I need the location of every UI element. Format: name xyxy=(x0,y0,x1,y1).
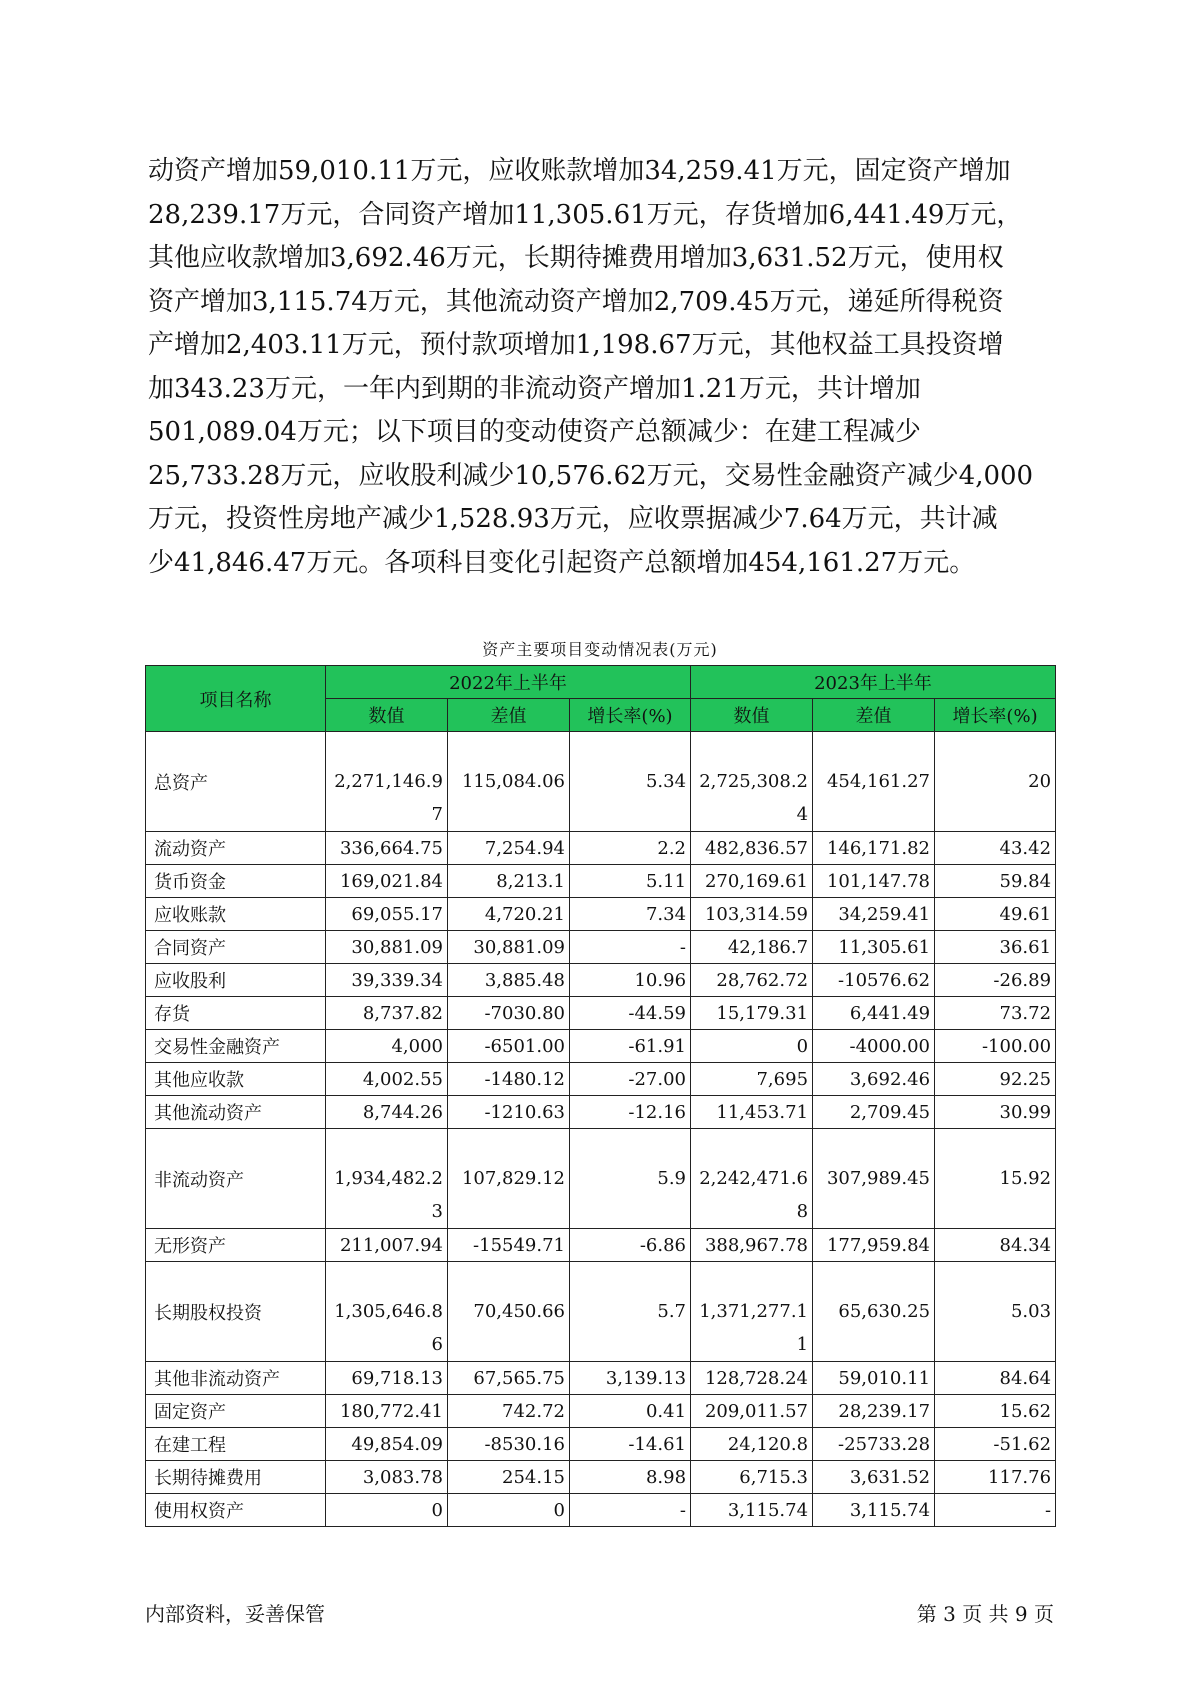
header-period-2023: 2023年上半年 xyxy=(691,666,1056,699)
diff-2023-cell: 177,959.84 xyxy=(813,1229,935,1262)
rate-2022-cell: -12.16 xyxy=(570,1096,691,1129)
diff-2022-cell: -1210.63 xyxy=(448,1096,570,1129)
paragraph-line: 资产增加3,115.74万元，其他流动资产增加2,709.45万元，递延所得税资 xyxy=(148,286,1004,317)
value-2023-cell: 0 xyxy=(691,1030,813,1063)
rate-2023-cell: - xyxy=(935,1494,1056,1527)
header-rate-2023: 增长率(%) xyxy=(935,699,1056,732)
diff-2022-cell: -7030.80 xyxy=(448,997,570,1030)
table-body xyxy=(146,732,1056,1527)
value-2022-cell: 4,002.55 xyxy=(326,1063,448,1096)
value-2023-cell: 7,695 xyxy=(691,1063,813,1096)
value-2022-cell: 30,881.09 xyxy=(326,931,448,964)
rate-2023-cell: 43.42 xyxy=(935,832,1056,865)
value-2023-cell: 2,725,308.24 xyxy=(691,732,813,832)
value-2022-cell: 3,083.78 xyxy=(326,1461,448,1494)
value-2022-cell: 2,271,146.97 xyxy=(326,732,448,832)
rate-2023-cell: -51.62 xyxy=(935,1428,1056,1461)
value-2023-cell: 482,836.57 xyxy=(691,832,813,865)
header-period-2022: 2022年上半年 xyxy=(326,666,691,699)
diff-2022-cell: 0 xyxy=(448,1494,570,1527)
rate-2023-cell: 30.99 xyxy=(935,1096,1056,1129)
page-number: 第 3 页 共 9 页 xyxy=(916,1602,1054,1626)
diff-2022-cell: 67,565.75 xyxy=(448,1362,570,1395)
rate-2022-cell: -14.61 xyxy=(570,1428,691,1461)
diff-2022-cell: -15549.71 xyxy=(448,1229,570,1262)
rate-2023-cell: 15.62 xyxy=(935,1395,1056,1428)
paragraph-line: 其他应收款增加3,692.46万元，长期待摊费用增加3,631.52万元，使用权 xyxy=(148,243,1004,273)
item-name-cell: 长期待摊费用 xyxy=(146,1461,326,1494)
diff-2023-cell: -10576.62 xyxy=(813,964,935,997)
value-2023-cell: 209,011.57 xyxy=(691,1395,813,1428)
value-2023-cell: 6,715.3 xyxy=(691,1461,813,1494)
table-row xyxy=(146,964,1056,997)
diff-2023-cell: 454,161.27 xyxy=(813,732,935,832)
value-2023-cell: 2,242,471.68 xyxy=(691,1129,813,1229)
table-row xyxy=(146,898,1056,931)
item-name-cell: 流动资产 xyxy=(146,832,326,865)
rate-2023-cell: 92.25 xyxy=(935,1063,1056,1096)
item-name-cell: 应收股利 xyxy=(146,964,326,997)
header-value-2023: 数值 xyxy=(691,699,813,732)
value-2023-cell: 24,120.8 xyxy=(691,1428,813,1461)
item-name-cell: 货币资金 xyxy=(146,865,326,898)
table-row xyxy=(146,732,1056,832)
rate-2022-cell: 3,139.13 xyxy=(570,1362,691,1395)
rate-2022-cell: 7.34 xyxy=(570,898,691,931)
table-row xyxy=(146,832,1056,865)
header-item-name: 项目名称 xyxy=(146,666,326,732)
table-row xyxy=(146,931,1056,964)
paragraph-line: 少41,846.47万元。各项科目变化引起资产总额增加454,161.27万元。 xyxy=(148,547,976,578)
diff-2023-cell: 3,692.46 xyxy=(813,1063,935,1096)
value-2023-cell: 270,169.61 xyxy=(691,865,813,898)
paragraph-line: 万元，投资性房地产减少1,528.93万元，应收票据减少7.64万元，共计减 xyxy=(148,504,998,534)
item-name-cell: 其他应收款 xyxy=(146,1063,326,1096)
diff-2023-cell: 28,239.17 xyxy=(813,1395,935,1428)
diff-2023-cell: 307,989.45 xyxy=(813,1129,935,1229)
value-2023-cell: 28,762.72 xyxy=(691,964,813,997)
rate-2023-cell: -100.00 xyxy=(935,1030,1056,1063)
header-rate-2022: 增长率(%) xyxy=(570,699,691,732)
rate-2023-cell: 36.61 xyxy=(935,931,1056,964)
value-2023-cell: 128,728.24 xyxy=(691,1362,813,1395)
value-2023-cell: 42,186.7 xyxy=(691,931,813,964)
rate-2023-cell: 15.92 xyxy=(935,1129,1056,1229)
rate-2023-cell: 59.84 xyxy=(935,865,1056,898)
body-paragraph xyxy=(148,150,1048,585)
diff-2023-cell: 146,171.82 xyxy=(813,832,935,865)
table-row xyxy=(146,1494,1056,1527)
rate-2022-cell: -61.91 xyxy=(570,1030,691,1063)
item-name-cell: 在建工程 xyxy=(146,1428,326,1461)
rate-2023-cell: -26.89 xyxy=(935,964,1056,997)
item-name-cell: 存货 xyxy=(146,997,326,1030)
diff-2022-cell: -1480.12 xyxy=(448,1063,570,1096)
item-name-cell: 交易性金融资产 xyxy=(146,1030,326,1063)
value-2022-cell: 8,744.26 xyxy=(326,1096,448,1129)
value-2022-cell: 49,854.09 xyxy=(326,1428,448,1461)
diff-2022-cell: 254.15 xyxy=(448,1461,570,1494)
diff-2023-cell: 34,259.41 xyxy=(813,898,935,931)
table-row xyxy=(146,1129,1056,1229)
item-name-cell: 其他非流动资产 xyxy=(146,1362,326,1395)
rate-2022-cell: -27.00 xyxy=(570,1063,691,1096)
table-row xyxy=(146,997,1056,1030)
value-2023-cell: 388,967.78 xyxy=(691,1229,813,1262)
table-caption: 资产主要项目变动情况表(万元) xyxy=(482,640,718,659)
rate-2022-cell: 5.9 xyxy=(570,1129,691,1229)
diff-2023-cell: -4000.00 xyxy=(813,1030,935,1063)
diff-2023-cell: -25733.28 xyxy=(813,1428,935,1461)
value-2022-cell: 39,339.34 xyxy=(326,964,448,997)
value-2022-cell: 69,055.17 xyxy=(326,898,448,931)
paragraph-line: 501,089.04万元；以下项目的变动使资产总额减少：在建工程减少 xyxy=(148,417,921,447)
table-row xyxy=(146,865,1056,898)
asset-changes-table xyxy=(145,665,1056,1527)
diff-2023-cell: 59,010.11 xyxy=(813,1362,935,1395)
value-2022-cell: 8,737.82 xyxy=(326,997,448,1030)
rate-2023-cell: 5.03 xyxy=(935,1262,1056,1362)
table-header-row xyxy=(146,666,1056,699)
rate-2023-cell: 84.64 xyxy=(935,1362,1056,1395)
item-name-cell: 无形资产 xyxy=(146,1229,326,1262)
diff-2023-cell: 65,630.25 xyxy=(813,1262,935,1362)
table-row xyxy=(146,1395,1056,1428)
diff-2023-cell: 11,305.61 xyxy=(813,931,935,964)
item-name-cell: 总资产 xyxy=(146,732,326,832)
diff-2023-cell: 3,631.52 xyxy=(813,1461,935,1494)
rate-2023-cell: 84.34 xyxy=(935,1229,1056,1262)
diff-2023-cell: 3,115.74 xyxy=(813,1494,935,1527)
diff-2022-cell: 8,213.1 xyxy=(448,865,570,898)
table-row xyxy=(146,1461,1056,1494)
diff-2023-cell: 6,441.49 xyxy=(813,997,935,1030)
rate-2022-cell: -6.86 xyxy=(570,1229,691,1262)
diff-2022-cell: 3,885.48 xyxy=(448,964,570,997)
diff-2022-cell: 115,084.06 xyxy=(448,732,570,832)
diff-2022-cell: 4,720.21 xyxy=(448,898,570,931)
rate-2022-cell: 10.96 xyxy=(570,964,691,997)
diff-2022-cell: -8530.16 xyxy=(448,1428,570,1461)
diff-2022-cell: 70,450.66 xyxy=(448,1262,570,1362)
rate-2022-cell: 2.2 xyxy=(570,832,691,865)
value-2022-cell: 4,000 xyxy=(326,1030,448,1063)
rate-2022-cell: 5.11 xyxy=(570,865,691,898)
paragraph-line: 产增加2,403.11万元，预付款项增加1,198.67万元，其他权益工具投资增 xyxy=(148,330,1004,360)
table-row xyxy=(146,1428,1056,1461)
rate-2022-cell: - xyxy=(570,931,691,964)
value-2022-cell: 211,007.94 xyxy=(326,1229,448,1262)
table-row xyxy=(146,1362,1056,1395)
paragraph-line: 动资产增加59,010.11万元，应收账款增加34,259.41万元，固定资产增加 xyxy=(148,156,1011,186)
diff-2022-cell: 742.72 xyxy=(448,1395,570,1428)
rate-2023-cell: 20 xyxy=(935,732,1056,832)
header-diff-2023: 差值 xyxy=(813,699,935,732)
item-name-cell: 非流动资产 xyxy=(146,1129,326,1229)
value-2023-cell: 11,453.71 xyxy=(691,1096,813,1129)
rate-2022-cell: 0.41 xyxy=(570,1395,691,1428)
value-2023-cell: 15,179.31 xyxy=(691,997,813,1030)
diff-2023-cell: 101,147.78 xyxy=(813,865,935,898)
rate-2022-cell: 8.98 xyxy=(570,1461,691,1494)
header-diff-2022: 差值 xyxy=(448,699,570,732)
footer-confidential-note: 内部资料，妥善保管 xyxy=(145,1602,325,1626)
table-row xyxy=(146,1030,1056,1063)
diff-2022-cell: 107,829.12 xyxy=(448,1129,570,1229)
header-value-2022: 数值 xyxy=(326,699,448,732)
rate-2022-cell: -44.59 xyxy=(570,997,691,1030)
rate-2022-cell: 5.7 xyxy=(570,1262,691,1362)
diff-2022-cell: -6501.00 xyxy=(448,1030,570,1063)
diff-2023-cell: 2,709.45 xyxy=(813,1096,935,1129)
value-2023-cell: 1,371,277.11 xyxy=(691,1262,813,1362)
rate-2022-cell: - xyxy=(570,1494,691,1527)
value-2022-cell: 336,664.75 xyxy=(326,832,448,865)
item-name-cell: 合同资产 xyxy=(146,931,326,964)
table-row xyxy=(146,1063,1056,1096)
paragraph-line: 加343.23万元，一年内到期的非流动资产增加1.21万元，共计增加 xyxy=(148,373,921,404)
value-2022-cell: 169,021.84 xyxy=(326,865,448,898)
item-name-cell: 使用权资产 xyxy=(146,1494,326,1527)
item-name-cell: 应收账款 xyxy=(146,898,326,931)
item-name-cell: 固定资产 xyxy=(146,1395,326,1428)
diff-2022-cell: 7,254.94 xyxy=(448,832,570,865)
paragraph-line: 25,733.28万元，应收股利减少10,576.62万元，交易性金融资产减少4,000 xyxy=(148,460,1034,491)
value-2022-cell: 0 xyxy=(326,1494,448,1527)
paragraph-line: 28,239.17万元，合同资产增加11,305.61万元，存货增加6,441.49万元， xyxy=(148,199,1023,230)
value-2022-cell: 1,305,646.86 xyxy=(326,1262,448,1362)
item-name-cell: 长期股权投资 xyxy=(146,1262,326,1362)
rate-2023-cell: 117.76 xyxy=(935,1461,1056,1494)
value-2022-cell: 1,934,482.23 xyxy=(326,1129,448,1229)
value-2023-cell: 103,314.59 xyxy=(691,898,813,931)
table-row xyxy=(146,1096,1056,1129)
value-2022-cell: 69,718.13 xyxy=(326,1362,448,1395)
rate-2023-cell: 73.72 xyxy=(935,997,1056,1030)
value-2022-cell: 180,772.41 xyxy=(326,1395,448,1428)
value-2023-cell: 3,115.74 xyxy=(691,1494,813,1527)
table-row xyxy=(146,1262,1056,1362)
table-row xyxy=(146,1229,1056,1262)
item-name-cell: 其他流动资产 xyxy=(146,1096,326,1129)
rate-2023-cell: 49.61 xyxy=(935,898,1056,931)
rate-2022-cell: 5.34 xyxy=(570,732,691,832)
diff-2022-cell: 30,881.09 xyxy=(448,931,570,964)
